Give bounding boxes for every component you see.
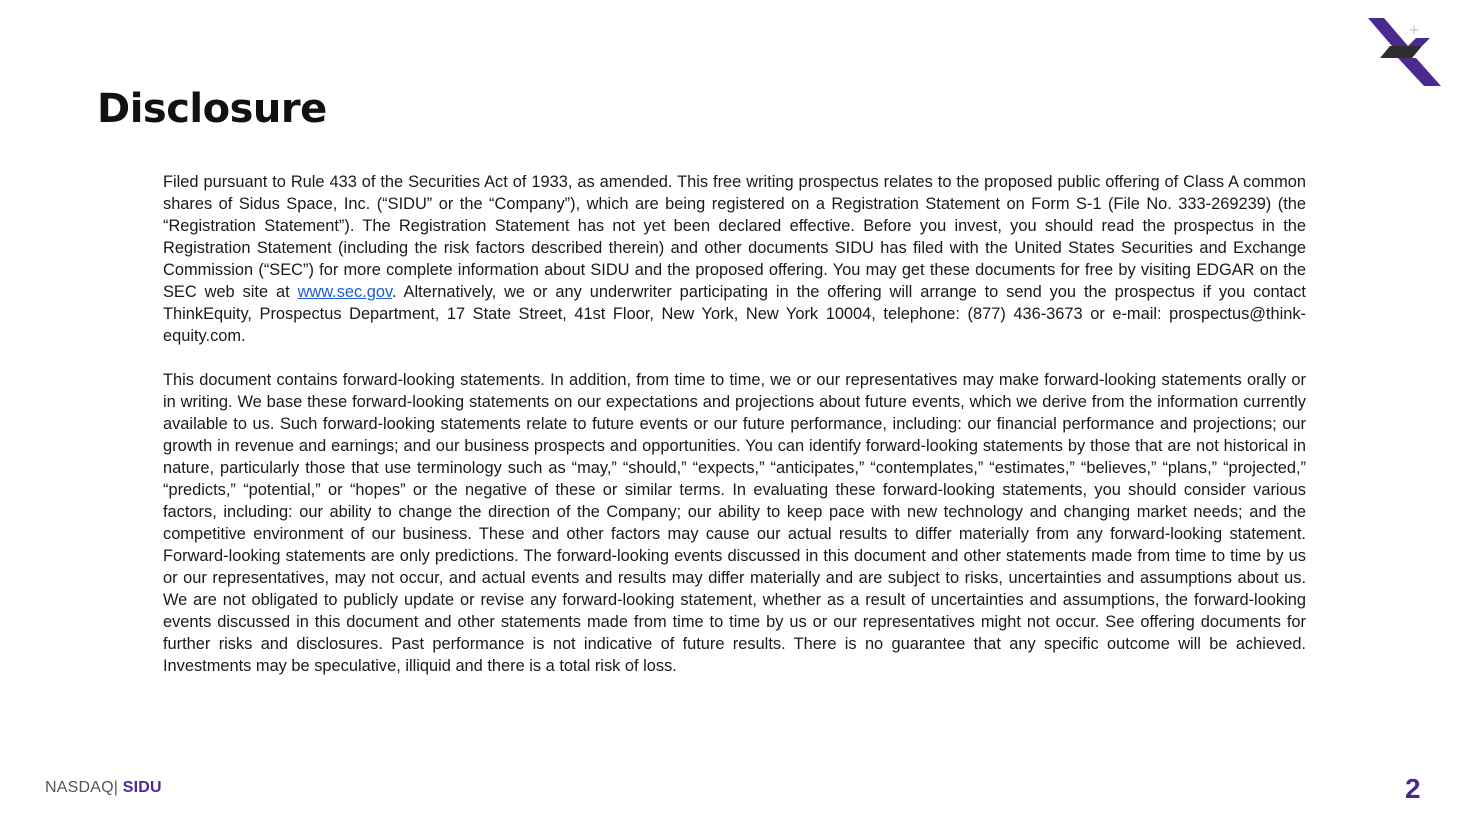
disclosure-paragraph-forward-looking: This document contains forward-looking statements. In addition, from time to time, we or our representatives may make forward-looking statements orally or in writing. We base these forward-looking statements on our expectations and projections about future events, which we derive from the information currently available to us. Such forward-looking statements relate to future events or our future performance, including: our financial performance and projections; our growth in revenue and earnings; and our business prospects and opportunities. You can identify forward-looking statements by those that are not historical in nature, particularly those that use terminology such as “may,” “should,” “expects,” “anticipates,” “contemplates,” “estimates,” “believes,” “plans,” “projected,” “predicts,” “potential,” or “hopes” or the negative of these or similar terms. In evaluating these forward-looking statements, you should consider various factors, including: our ability to change the direction of the Company; our ability to keep pace with new technology and changing market needs; and the competitive environment of our business. These and other factors may cause our actual results to differ materially from any forward-looking statement. Forward-looking statements are only predictions. The forward-looking events discussed in this document and other statements made from time to time by us or our representatives, may not occur, and actual events and results may differ materially and are subject to risks, uncertainties and assumptions about us. We are not obligated to publicly update or revise any forward-looking statement, whether as a result of uncertainties and assumptions, the forward-looking events discussed in this document and other statements made from time to time by us or our representatives might not occur. See offering documents for further risks and disclosures. Past performance is not indicative of future results. There is no guarantee that any specific outcome will be achieved. Investments may be speculative, illiquid and there is a total risk of loss. bbox=[163, 371, 1306, 675]
page-number: 2 bbox=[1405, 773, 1421, 804]
offering-text-part1: Filed pursuant to Rule 433 of the Securities Act of 1933, as amended. This free writing prospectus relates to the proposed public offering of Class A common shares of Sidus Space, Inc. (“SIDU” or the “Company”), which are being registered on a Registration Statement on Form S-1 (File No. 333-269239) (the “Registration Statement”). The Registration Statement has not yet been declared effective. Before you invest, you should read the prospectus in the Registration Statement (including the risk factors described therein) and other documents SIDU has filed with the United States Securities and Exchange Commission (“SEC”) for more complete information about SIDU and the proposed offering. You may get these documents for free by visiting EDGAR on the SEC web site at bbox=[163, 173, 1306, 301]
exchange-name: NASDAQ| bbox=[45, 779, 119, 796]
disclosure-body bbox=[163, 171, 1306, 677]
logo-arm-lower bbox=[1398, 58, 1441, 86]
footer-exchange-label bbox=[45, 779, 162, 797]
logo-sparkle bbox=[1410, 26, 1418, 34]
offering-text-part2: . Alternatively, we or any underwriter participating in the offering will arrange to send you the prospectus if you contact ThinkEquity, Prospectus Department, 17 State Street, 41st Floor, New York, New York 10004, telephone: (877) 436-3673 or e-mail: prospectus@think-equity.com. bbox=[163, 283, 1306, 345]
logo-center-bar bbox=[1380, 46, 1422, 58]
sec-website-link[interactable]: www.sec.gov bbox=[297, 283, 392, 301]
logo-accent bbox=[1408, 38, 1430, 46]
ticker-symbol: SIDU bbox=[118, 779, 162, 796]
slide-title: Disclosure bbox=[97, 86, 327, 132]
logo-arm-upper bbox=[1368, 18, 1408, 46]
sidus-logo-icon bbox=[1364, 16, 1444, 88]
disclosure-paragraph-offering bbox=[163, 171, 1306, 347]
